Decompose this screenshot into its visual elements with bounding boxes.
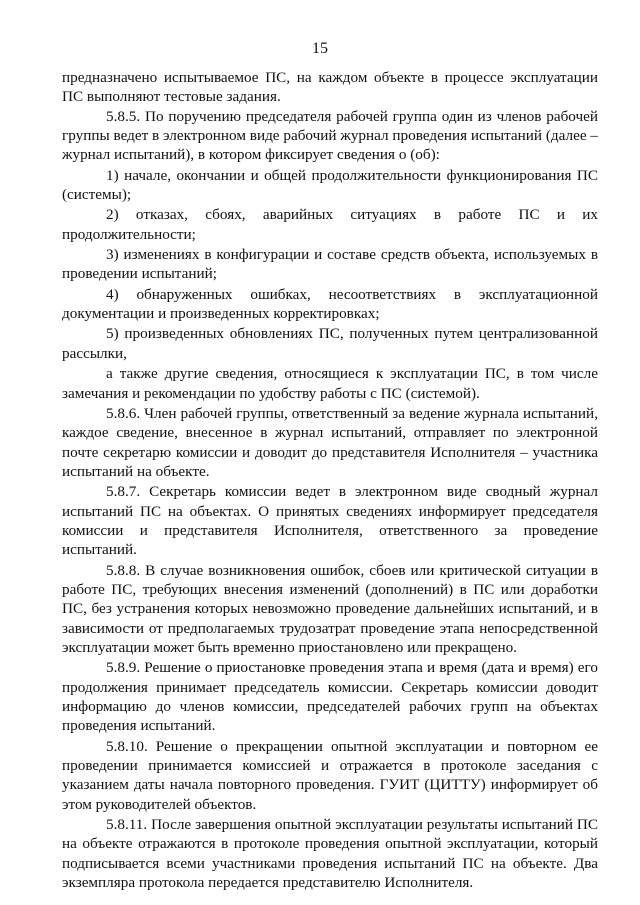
page-number: 15 bbox=[312, 40, 328, 57]
list-item-2: 2) отказах, сбоях, аварийных ситуациях в работе ПС и их продолжительности; bbox=[62, 206, 598, 243]
paragraph-5-8-9: 5.8.9. Решение о приостановке проведения этапа и время (дата и время) его продолжения принимает председатель комиссии. Секретарь комиссии доводит информацию до членов комиссии, председателей рабочих групп на объектах проведения испытаний. bbox=[62, 659, 598, 735]
list-item-3: 3) изменениях в конфигурации и составе средств объекта, используемых в проведении испытаний; bbox=[62, 246, 598, 283]
paragraph-5-8-11: 5.8.11. После завершения опытной эксплуатации результаты испытаний ПС на объекте отражаются в протоколе проведения опытной эксплуатации, который подписывается всеми участниками проведения испытаний ПС на объекте. Два экземпляра протокола передается представителю Исполнителя. bbox=[62, 816, 598, 892]
list-item-5: 5) произведенных обновлениях ПС, полученных путем централизованной рассылки, bbox=[62, 325, 598, 362]
paragraph-5-8-5: 5.8.5. По поручению председателя рабочей группа один из членов рабочей группы ведет в электронном виде рабочий журнал проведения испытаний (далее – журнал испытаний), в котором фиксирует сведения о (об): bbox=[62, 107, 598, 164]
list-item-4: 4) обнаруженных ошибках, несоответствиях в эксплуатационной документации и произведенных корректировках; bbox=[62, 285, 598, 323]
paragraph-5-8-7: 5.8.7. Секретарь комиссии ведет в электронном виде сводный журнал испытаний ПС на объектах. О принятых сведениях информирует председателя комиссии и представителя Исполнителя, ответственного за проведение испытаний. bbox=[62, 483, 598, 559]
list-item-1: 1) начале, окончании и общей продолжительности функционирования ПС (системы); bbox=[62, 166, 598, 204]
paragraph-other-info: а также другие сведения, относящиеся к эксплуатации ПС, в том числе замечания и рекомендации по удобству работы с ПС (системой). bbox=[62, 365, 598, 402]
paragraph-5-8-6: 5.8.6. Член рабочей группы, ответственный за ведение журнала испытаний, каждое сведение, внесенное в журнал испытаний, отправляет по электронной почте секретарю комиссии и доводит до представителя Исполнителя – участника испытаний на объекте. bbox=[62, 404, 598, 480]
paragraph-5-8-10: 5.8.10. Решение о прекращении опытной эксплуатации и повторном ее проведении принимается комиссией и отражается в протоколе заседания с указанием даты начала повторного проведения. ГУИТ (ЦИТТУ) информирует об этом руководителей объектов. bbox=[62, 737, 598, 813]
document-body bbox=[62, 68, 598, 892]
paragraph-5-8-8: 5.8.8. В случае возникновения ошибок, сбоев или критической ситуации в работе ПС, требующих внесения изменений (дополнений) в ПС или доработки ПС, без устранения которых невозможно проведение дальнейших испытаний, и в зависимости от предполагаемых трудозатрат проведение этапа непосредственной эксплуатации может быть временно приостановлено или прекращено. bbox=[62, 561, 598, 656]
paragraph-continuation: предназначено испытываемое ПС, на каждом объекте в процессе эксплуатации ПС выполняют тестовые задания. bbox=[62, 69, 598, 106]
